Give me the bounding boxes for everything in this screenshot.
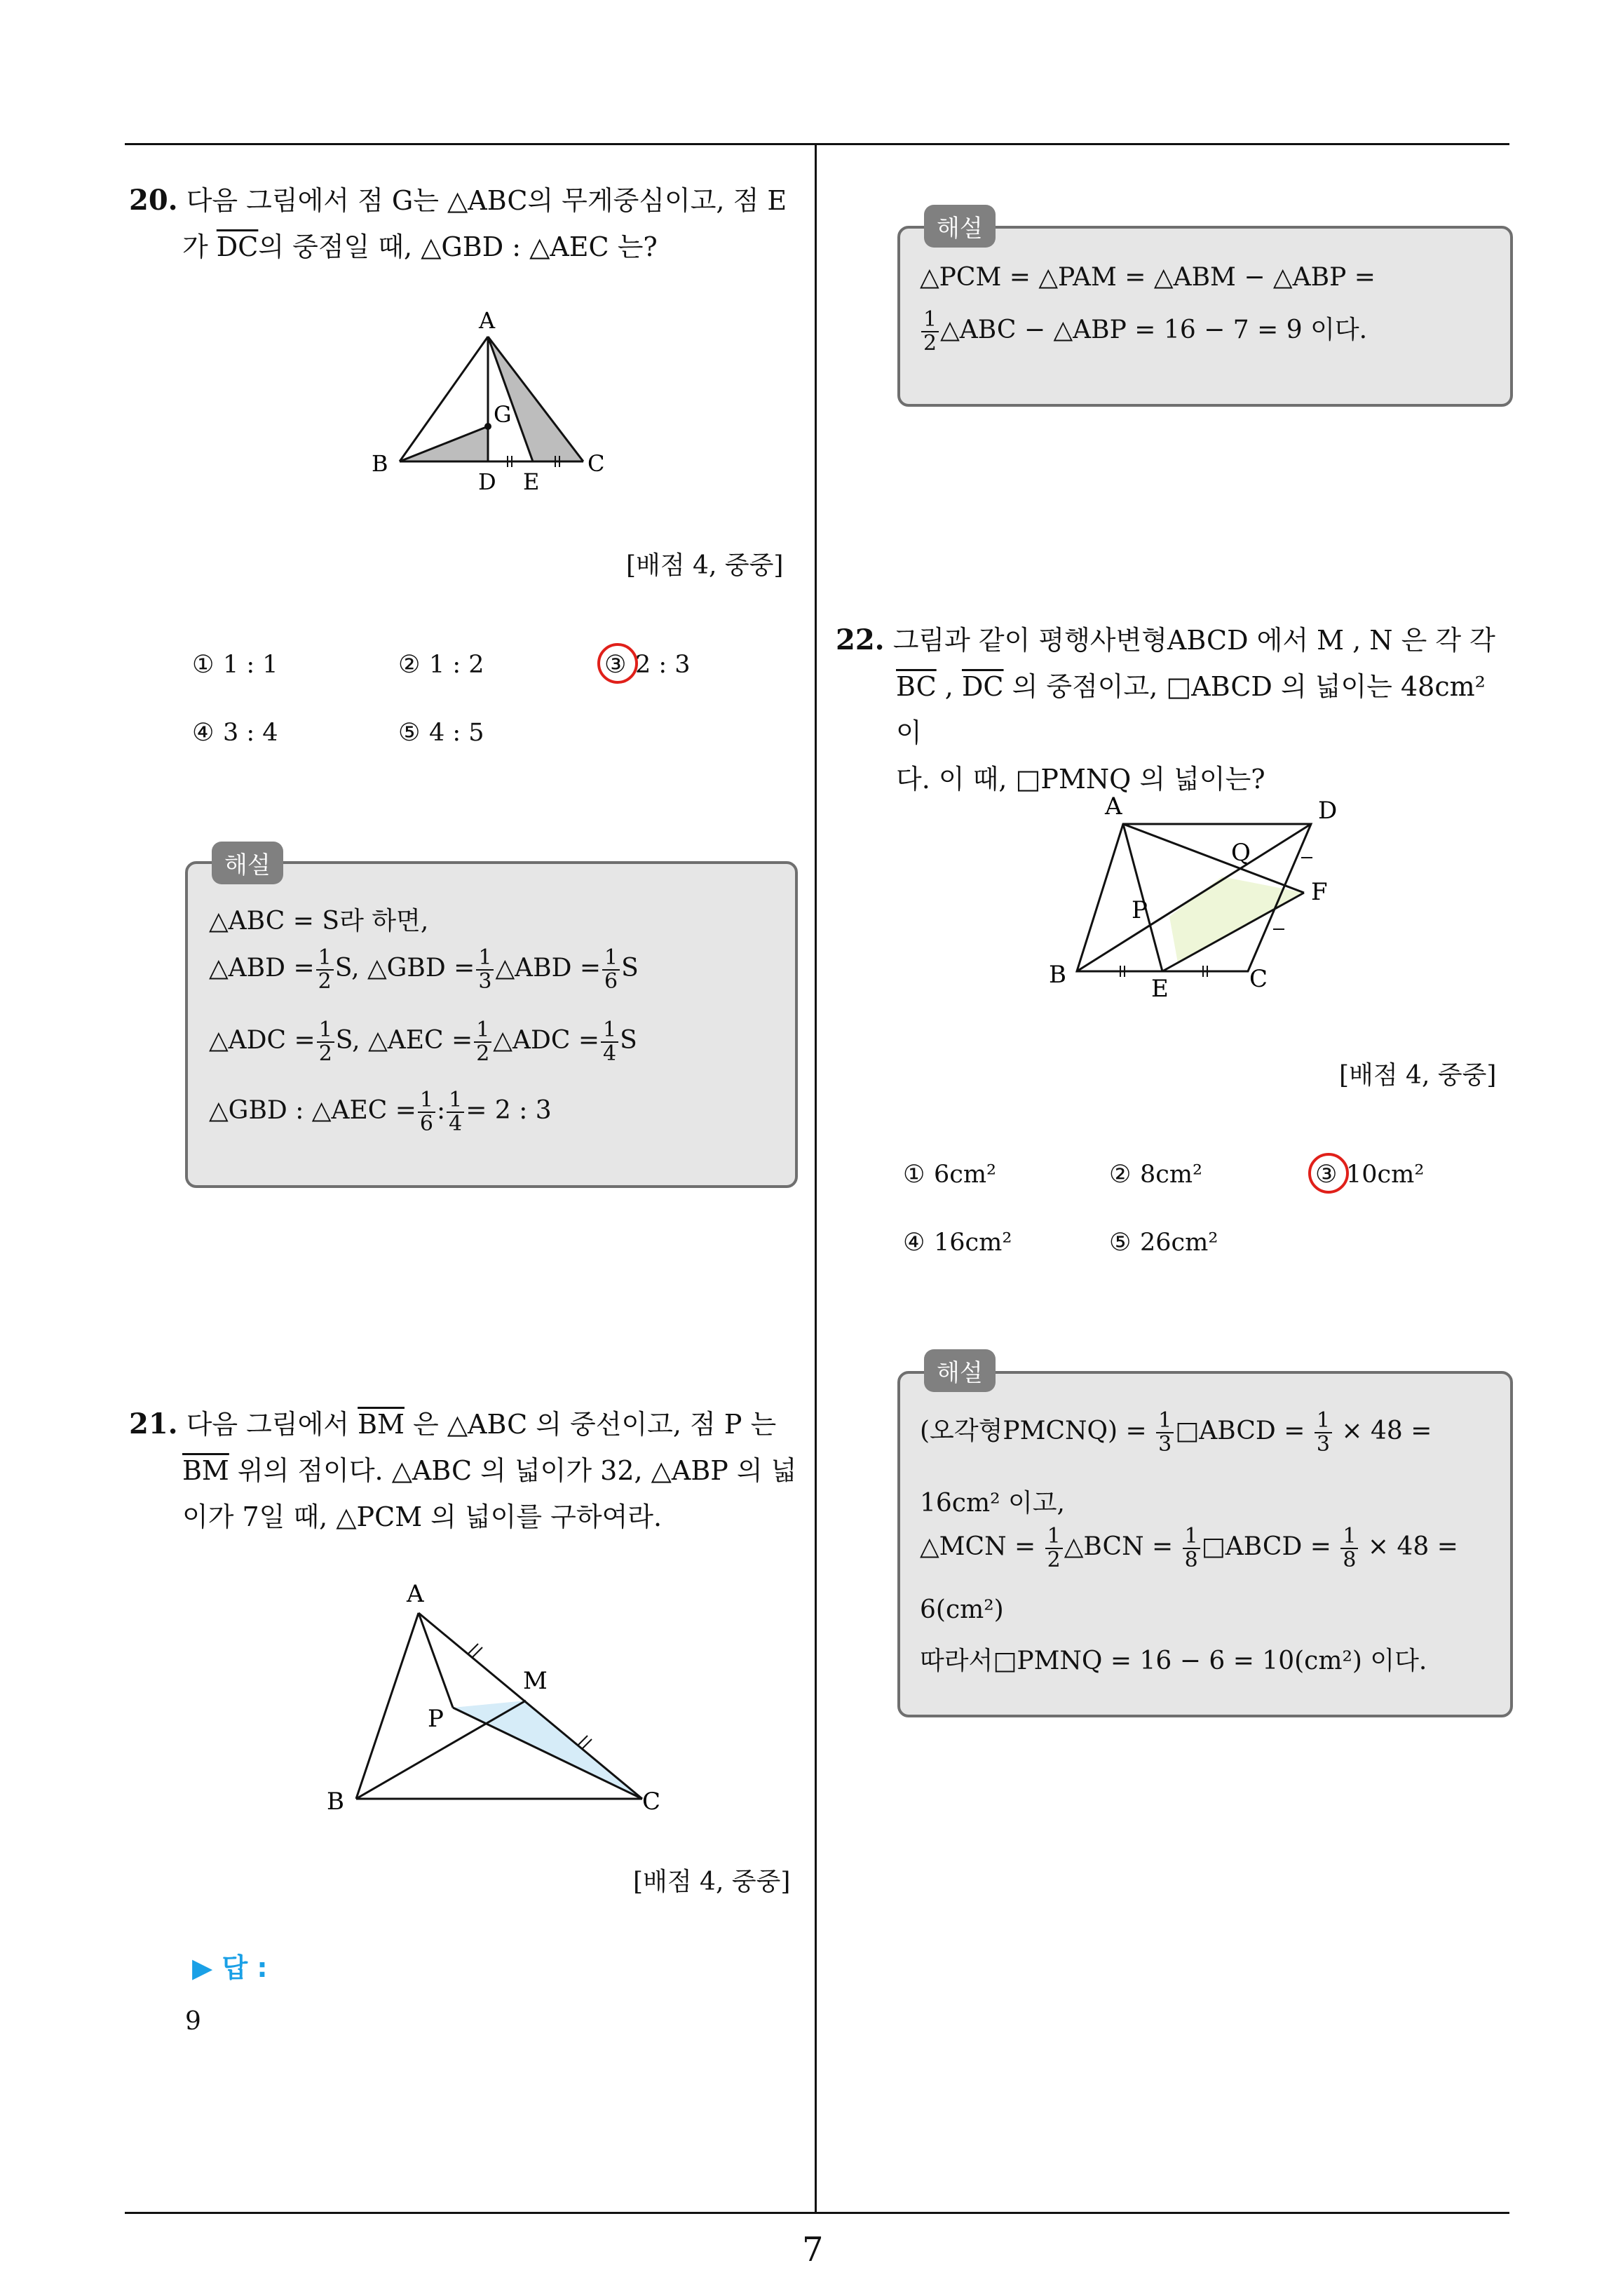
option-1[interactable]: ① 1 : 1: [192, 651, 278, 679]
label-b: B: [372, 450, 388, 477]
option-1[interactable]: ① 6cm²: [903, 1161, 997, 1189]
solution-tag: 해설: [924, 1349, 996, 1392]
option-2[interactable]: ② 8cm²: [1109, 1161, 1203, 1189]
label-c: C: [588, 450, 605, 477]
label-b: B: [327, 1788, 344, 1816]
top-rule: [125, 143, 1509, 145]
label-p: P: [428, 1705, 444, 1733]
solution-line-3: △ADC = $\frac{1}{2}$ S, △AEC = $\frac{1}{2}$ △ADC = $\frac{1}{4}$ S: [209, 1018, 637, 1066]
figure-parallelogram: [1045, 782, 1381, 1006]
segment-dc: $\overline{DC}$: [216, 231, 259, 262]
answer-mark-circle: [1308, 1153, 1349, 1194]
solution-line-2: △ABD = $\frac{1}{2}$ S, △GBD = $\frac{1}{3}$ △ABD = $\frac{1}{6}$ S: [209, 945, 639, 994]
figure-triangle-pcm: [322, 1571, 687, 1837]
label-c: C: [642, 1788, 661, 1816]
solution-line-1: △PCM = △PAM = △ABM − △ABP =: [920, 263, 1376, 292]
option-4[interactable]: ④ 16cm²: [903, 1229, 1012, 1257]
label-d: D: [478, 468, 496, 495]
solution-line-5: 따라서□PMNQ = 16 − 6 = 10(cm²) 이다.: [920, 1647, 1427, 1675]
label-e: E: [523, 468, 540, 495]
figure-triangle-abc: [358, 302, 624, 498]
label-a: A: [1105, 792, 1122, 821]
solution-line-4: △GBD : △AEC = $\frac{1}{6}$ : $\frac{1}{4}$ = 2 : 3: [209, 1088, 552, 1136]
label-a: A: [479, 307, 496, 334]
solution-line-3: △MCN = $\frac{1}{2}$ △BCN = $\frac{1}{8}$ □ABCD = $\frac{1}{8}$ × 48 =: [920, 1524, 1458, 1572]
label-c: C: [1249, 965, 1268, 993]
answer-label: ▶ 답 :: [192, 1952, 268, 1983]
question-20: 20. 다음 그림에서 점 G는 △ABC의 무게중심이고, 점 E 가 $\overline{DC}$의 중점일 때, △GBD : △AEC 는?: [129, 184, 787, 262]
label-e: E: [1151, 975, 1169, 1003]
solution-line-1: (오각형PMCNQ) = $\frac{1}{3}$ □ABCD = $\frac{1}{3}$ × 48 =: [920, 1408, 1432, 1457]
segment-dc: $\overline{DC}$: [961, 671, 1004, 702]
solution-line-2: 16cm² 이고,: [920, 1489, 1065, 1518]
label-b: B: [1049, 961, 1066, 989]
question-22: 22. 그림과 같이 평행사변형ABCD 에서 M , N 은 각 각 $\overline{BC}$ , $\overline{DC}$ 의 중점이고, □ABCD 의 넓이는 48cm² 이 다. 이 때, □PMNQ 의 넓이는?: [836, 623, 1495, 795]
page-number: 7: [802, 2230, 824, 2269]
label-f: F: [1311, 878, 1328, 906]
option-4[interactable]: ④ 3 : 4: [192, 719, 278, 747]
question-number: 21.: [129, 1407, 178, 1440]
solution-tag: 해설: [212, 842, 283, 884]
score-q22: [배점 4, 중중]: [1339, 1061, 1497, 1090]
option-3[interactable]: ③ 2 : 3: [604, 651, 691, 679]
label-q: Q: [1231, 839, 1251, 867]
column-divider: [815, 143, 817, 2213]
solution-line-1: △ABC = S라 하면,: [209, 907, 429, 936]
answer-value: 9: [185, 2007, 201, 2036]
bottom-rule: [125, 2212, 1509, 2214]
label-p: P: [1132, 896, 1148, 924]
question-number: 20.: [129, 184, 178, 217]
option-2[interactable]: ② 1 : 2: [398, 651, 484, 679]
solution-line-2: $\frac{1}{2}$ △ABC − △ABP = 16 − 7 = 9 이다.: [920, 309, 1367, 355]
option-5[interactable]: ⑤ 4 : 5: [398, 719, 484, 747]
segment-bm: $\overline{BM}$: [358, 1409, 405, 1440]
label-a: A: [407, 1580, 424, 1608]
question-number: 22.: [836, 623, 885, 656]
solution-tag: 해설: [924, 205, 996, 248]
label-m: M: [523, 1667, 548, 1695]
score-q21: [배점 4, 중중]: [633, 1868, 791, 1896]
answer-mark-circle: [597, 643, 638, 684]
segment-bc: $\overline{BC}$: [896, 671, 937, 702]
option-3[interactable]: ③ 10cm²: [1315, 1161, 1425, 1189]
option-5[interactable]: ⑤ 26cm²: [1109, 1229, 1218, 1257]
solution-line-4: 6(cm²): [920, 1595, 1004, 1624]
label-g: G: [494, 401, 512, 428]
question-text: 다음 그림에서 점 G는 △ABC의 무게중심이고, 점 E: [186, 185, 787, 216]
label-d: D: [1318, 797, 1338, 825]
score-q20: [배점 4, 중중]: [626, 551, 784, 580]
question-21: 21. 다음 그림에서 $\overline{BM}$ 은 △ABC 의 중선이고, 점 P 는 $\overline{BM}$ 위의 점이다. △ABC 의 넓이가 32, △ABP 의 넓 이가 7일 때, △PCM 의 넓이를 구하여라.: [129, 1407, 797, 1532]
